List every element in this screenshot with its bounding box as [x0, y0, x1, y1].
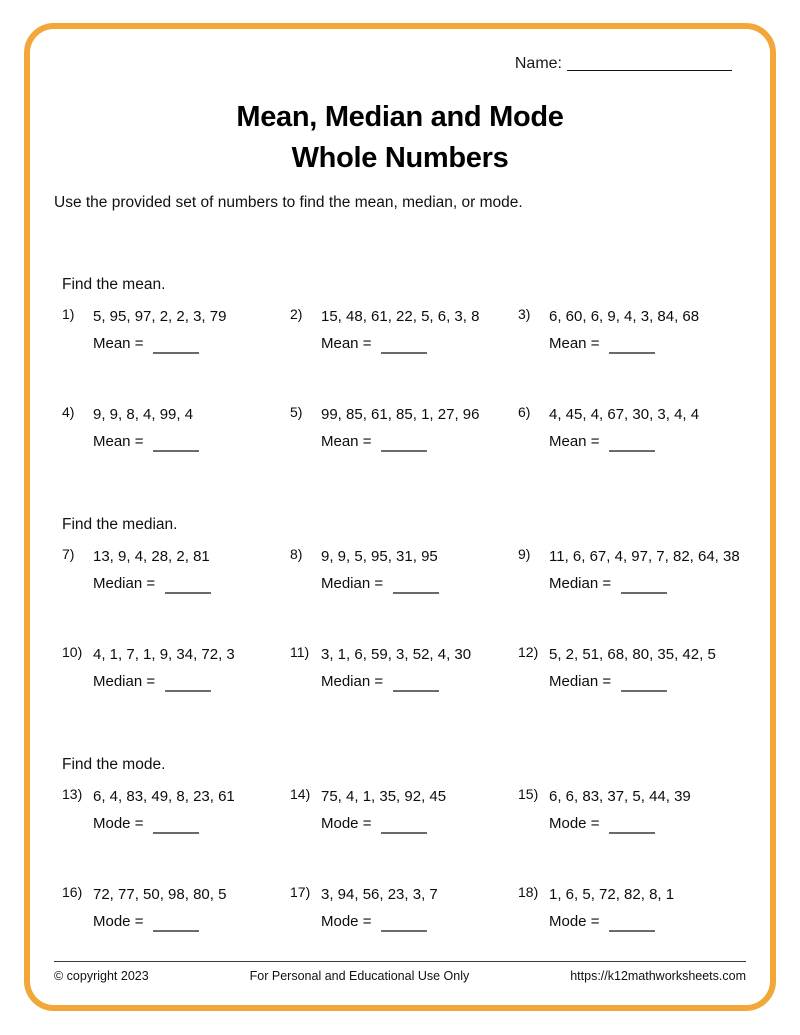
answer-label: Mean =: [549, 335, 600, 352]
answer-blank[interactable]: [165, 582, 211, 594]
problem-11: [290, 644, 518, 692]
problem-number: 4): [62, 404, 75, 420]
problem-8: [290, 546, 518, 594]
name-blank[interactable]: [567, 55, 732, 71]
footer-url[interactable]: https://k12mathworksheets.com: [570, 969, 746, 983]
problem-13: [62, 786, 290, 834]
problem-number: 5): [290, 404, 303, 420]
problem-number: 14): [290, 786, 311, 802]
page-title: [54, 97, 746, 179]
problem-number: 15): [518, 786, 539, 802]
answer-label: Mode =: [321, 815, 372, 832]
number-set: 4, 1, 7, 1, 9, 34, 72, 3: [93, 646, 235, 663]
answer-blank[interactable]: [153, 342, 199, 354]
footer-copyright: © copyright 2023: [54, 969, 149, 983]
problem-6: [518, 404, 746, 452]
problem-number: 2): [290, 306, 303, 322]
problem-number: 3): [518, 306, 531, 322]
problem-14: [290, 786, 518, 834]
number-set: 13, 9, 4, 28, 2, 81: [93, 548, 210, 565]
problem-number: 6): [518, 404, 531, 420]
answer-label: Mode =: [93, 815, 144, 832]
problem-9: [518, 546, 746, 594]
problem-4: [62, 404, 290, 452]
footer: [54, 961, 746, 983]
number-set: 99, 85, 61, 85, 1, 27, 96: [321, 406, 480, 423]
number-set: 9, 9, 5, 95, 31, 95: [321, 548, 438, 565]
section-median: [62, 516, 746, 692]
problem-number: 17): [290, 884, 311, 900]
worksheet: [30, 29, 770, 1005]
answer-label: Median =: [93, 673, 156, 690]
problem-12: [518, 644, 746, 692]
problem-number: 11): [290, 644, 310, 660]
number-set: 6, 6, 83, 37, 5, 44, 39: [549, 788, 691, 805]
answer-blank[interactable]: [153, 822, 199, 834]
answer-blank[interactable]: [609, 342, 655, 354]
problem-number: 1): [62, 306, 75, 322]
problem-number: 16): [62, 884, 83, 900]
name-label: Name:: [514, 55, 562, 72]
problem-15: [518, 786, 746, 834]
answer-blank[interactable]: [381, 920, 427, 932]
problem-number: 10): [62, 644, 83, 660]
answer-blank[interactable]: [381, 342, 427, 354]
answer-blank[interactable]: [609, 440, 655, 452]
answer-blank[interactable]: [153, 920, 199, 932]
answer-blank[interactable]: [393, 582, 439, 594]
answer-label: Median =: [549, 575, 612, 592]
answer-blank[interactable]: [165, 680, 211, 692]
instructions: Use the provided set of numbers to find the mean, median, or mode.: [54, 194, 523, 211]
problem-3: [518, 306, 746, 354]
problem-number: 9): [518, 546, 531, 562]
section-header: Find the mean.: [62, 276, 166, 293]
number-set: 72, 77, 50, 98, 80, 5: [93, 886, 227, 903]
answer-blank[interactable]: [381, 822, 427, 834]
problem-grid: [62, 306, 746, 452]
problem-number: 8): [290, 546, 303, 562]
answer-label: Mode =: [321, 913, 372, 930]
answer-label: Mode =: [93, 913, 144, 930]
answer-label: Mode =: [549, 815, 600, 832]
section-header: Find the mode.: [62, 756, 166, 773]
number-set: 1, 6, 5, 72, 82, 8, 1: [549, 886, 675, 903]
problem-10: [62, 644, 290, 692]
title-line-2: Whole Numbers: [291, 142, 509, 174]
problem-grid: [62, 786, 746, 932]
section-mean: [62, 276, 746, 452]
number-set: 6, 4, 83, 49, 8, 23, 61: [93, 788, 235, 805]
section-header: Find the median.: [62, 516, 178, 533]
number-set: 5, 95, 97, 2, 2, 3, 79: [93, 308, 227, 325]
footer-usage: For Personal and Educational Use Only: [249, 969, 470, 983]
problem-grid: [62, 546, 746, 692]
problem-16: [62, 884, 290, 932]
problem-2: [290, 306, 518, 354]
answer-label: Median =: [321, 575, 384, 592]
answer-blank[interactable]: [621, 680, 667, 692]
number-set: 3, 94, 56, 23, 3, 7: [321, 886, 438, 903]
problem-5: [290, 404, 518, 452]
answer-label: Mode =: [549, 913, 600, 930]
name-row: [54, 55, 746, 73]
answer-label: Mean =: [321, 335, 372, 352]
problem-number: 12): [518, 644, 539, 660]
number-set: 3, 1, 6, 59, 3, 52, 4, 30: [321, 646, 472, 663]
answer-label: Median =: [93, 575, 156, 592]
number-set: 75, 4, 1, 35, 92, 45: [321, 788, 447, 805]
number-set: 6, 60, 6, 9, 4, 3, 84, 68: [549, 308, 700, 325]
number-set: 15, 48, 61, 22, 5, 6, 3, 8: [321, 308, 480, 325]
answer-blank[interactable]: [609, 822, 655, 834]
problem-1: [62, 306, 290, 354]
number-set: 5, 2, 51, 68, 80, 35, 42, 5: [549, 646, 716, 663]
problem-number: 7): [62, 546, 75, 562]
problem-18: [518, 884, 746, 932]
answer-blank[interactable]: [153, 440, 199, 452]
answer-blank[interactable]: [609, 920, 655, 932]
problem-7: [62, 546, 290, 594]
section-mode: [62, 756, 746, 932]
answer-blank[interactable]: [381, 440, 427, 452]
answer-label: Mean =: [549, 433, 600, 450]
answer-label: Mean =: [93, 433, 144, 450]
answer-label: Mean =: [93, 335, 144, 352]
problem-number: 18): [518, 884, 539, 900]
problem-number: 13): [62, 786, 83, 802]
answer-label: Mean =: [321, 433, 372, 450]
answer-blank[interactable]: [621, 582, 667, 594]
answer-blank[interactable]: [393, 680, 439, 692]
number-set: 4, 45, 4, 67, 30, 3, 4, 4: [549, 406, 700, 423]
answer-label: Median =: [321, 673, 384, 690]
problem-17: [290, 884, 518, 932]
answer-label: Median =: [549, 673, 612, 690]
page-border: [24, 23, 776, 1011]
number-set: 11, 6, 67, 4, 97, 7, 82, 64, 38: [549, 548, 740, 565]
number-set: 9, 9, 8, 4, 99, 4: [93, 406, 194, 423]
title-line-1: Mean, Median and Mode: [236, 101, 564, 133]
